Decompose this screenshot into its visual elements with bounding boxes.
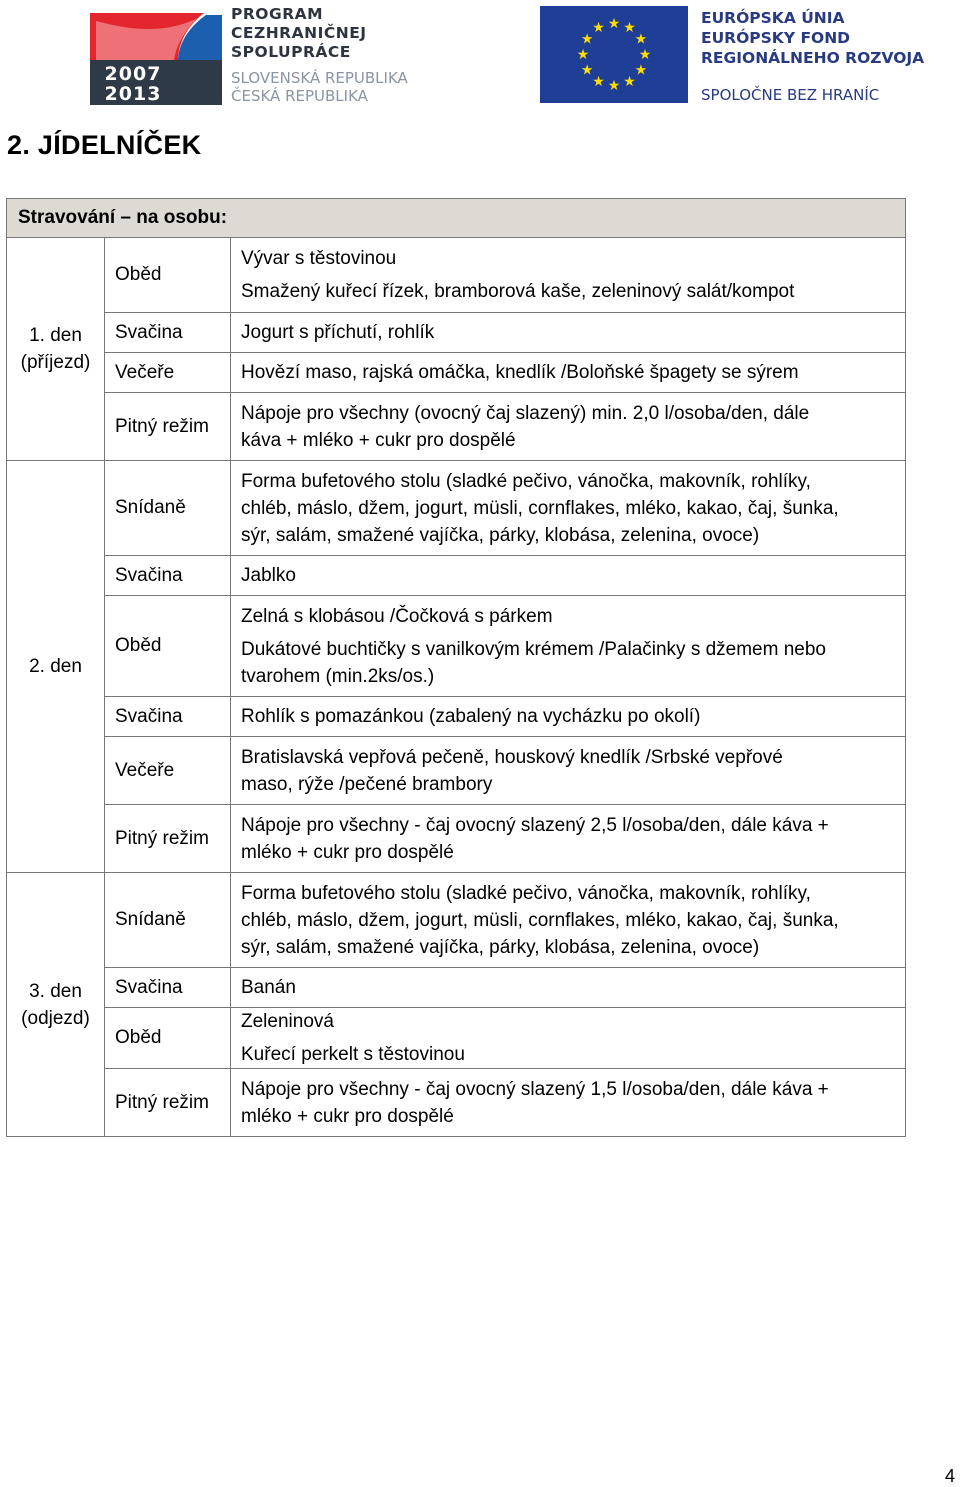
dish-cell [231,353,906,393]
eu-title-line: REGIONÁLNEHO ROZVOJA [701,49,925,67]
dish-line: Smažený kuřecí řízek, bramborová kaše, zeleninový salát/kompot [241,281,795,302]
dish-line: Jogurt s příchutí, rohlík [241,322,435,343]
meal-cell: Pitný režim [105,393,231,461]
meal-cell: Svačina [105,556,231,596]
dish-line: Nápoje pro všechny - čaj ovocný slazený 1,5 l/osoba/den, dále káva + [241,1078,829,1100]
eu-star-icon: ★ [607,15,621,31]
meal-cell: Pitný režim [105,805,231,873]
eu-logo [540,6,958,106]
menu-table [6,198,906,1137]
table-row [7,556,906,596]
dish-cell [231,313,906,353]
dish-line: káva + mléko + cukr pro dospělé [241,429,516,451]
table-row [7,461,906,556]
eu-star-icon: ★ [580,30,594,47]
table-row [7,1069,906,1137]
dish-cell [231,238,906,313]
dish-line: Zelná s klobásou /Čočková s párkem [241,605,553,627]
program-title-line: PROGRAM [231,5,324,23]
dish-line: Zeleninová [241,1011,334,1032]
meal-cell: Snídaně [105,873,231,968]
day-cell: 3. den (odjezd) [7,873,105,1137]
eu-title-line: EURÓPSKA ÚNIA [701,9,845,27]
dish-line: Jablko [241,565,296,586]
dish-cell [231,1069,906,1137]
dish-line: Nápoje pro všechny (ovocný čaj slazený) min. 2,0 l/osoba/den, dále [241,402,810,424]
dish-line: tvarohem (min.2ks/os.) [241,665,435,687]
table-row [7,313,906,353]
table-row [7,353,906,393]
dish-cell [231,805,906,873]
table-row [7,805,906,873]
meal-cell: Večeře [105,353,231,393]
table-row [7,238,906,313]
dish-line: sýr, salám, smažené vajíčka, párky, klobása, zelenina, ovoce) [241,524,760,546]
dish-cell [231,968,906,1008]
meal-cell: Svačina [105,968,231,1008]
eu-star-icon: ★ [623,19,636,36]
dish-line: Rohlík s pomazánkou (zabalený na vycházku po okolí) [241,706,701,727]
eu-star-icon: ★ [592,72,605,89]
eu-title-line: EURÓPSKY FOND [701,29,851,47]
dish-cell [231,697,906,737]
program-logo [86,5,476,105]
dish-cell [231,873,906,968]
dish-line: chléb, máslo, džem, jogurt, müsli, cornflakes, mléko, kakao, čaj, šunka, [241,909,839,931]
dish-line: Hovězí maso, rajská omáčka, knedlík /Boloňské špagety se sýrem [241,362,799,383]
dish-line: mléko + cukr pro dospělé [241,1105,454,1127]
eu-star-icon: ★ [623,72,636,89]
eu-star-icon: ★ [634,30,648,47]
eu-star-icon: ★ [634,61,648,78]
table-row [7,393,906,461]
dish-line: Nápoje pro všechny - čaj ovocný slazený 2,5 l/osoba/den, dále káva + [241,814,829,836]
eu-fund-title [701,8,924,68]
dish-line: Vývar s těstovinou [241,248,397,269]
table-caption: Stravování – na osobu: [7,199,906,238]
dish-cell [231,556,906,596]
table-row [7,873,906,968]
page-number: 4 [945,1466,956,1486]
meal-cell: Svačina [105,313,231,353]
dish-line: Forma bufetového stolu (sladké pečivo, vánočka, makovník, rohlíky, [241,470,811,492]
dish-line: chléb, máslo, džem, jogurt, müsli, cornflakes, mléko, kakao, čaj, šunka, [241,497,839,519]
meal-cell: Oběd [105,1008,231,1069]
table-row [7,596,906,697]
eu-star-icon: ★ [592,19,605,36]
dish-line: Dukátové buchtičky s vanilkovým krémem /Palačinky s džemem nebo [241,638,827,660]
dish-cell [231,596,906,697]
dish-line: maso, rýže /pečené brambory [241,773,493,795]
eu-star-icon: ★ [607,77,621,93]
dish-line: sýr, salám, smažené vajíčka, párky, klobása, zelenina, ovoce) [241,936,760,958]
day-cell: 2. den [7,461,105,873]
meal-cell: Oběd [105,238,231,313]
dish-line: Banán [241,977,296,998]
dish-line: mléko + cukr pro dospělé [241,841,454,863]
table-row [7,1008,906,1069]
eu-star-icon: ★ [638,46,652,62]
table-row [7,968,906,1008]
eu-star-icon: ★ [580,61,594,78]
program-title [231,5,367,62]
program-country: ČESKÁ REPUBLIKA [231,87,368,105]
meal-cell: Svačina [105,697,231,737]
page-title: 2. JÍDELNÍČEK [7,130,202,160]
dish-line: Forma bufetového stolu (sladké pečivo, vánočka, makovník, rohlíky, [241,882,811,904]
table-row [7,697,906,737]
program-title-line: SPOLUPRÁCE [231,43,351,61]
table-row [7,737,906,805]
program-title-line: CEZHRANIČNEJ [231,24,367,42]
dish-cell [231,393,906,461]
meal-cell: Pitný režim [105,1069,231,1137]
dish-cell [231,461,906,556]
program-year-start: 2007 [104,63,162,85]
program-year-end: 2013 [104,83,162,105]
meal-cell: Snídaně [105,461,231,556]
page-header [0,0,960,110]
eu-flag-icon [540,6,688,103]
dish-line: Bratislavská vepřová pečeně, houskový knedlík /Srbské vepřové [241,746,783,768]
dish-line: Kuřecí perkelt s těstovinou [241,1044,465,1065]
eu-slogan: SPOLOČNE BEZ HRANÍC [701,86,880,104]
meal-cell: Večeře [105,737,231,805]
dish-cell [231,737,906,805]
day-cell: 1. den (příjezd) [7,238,105,461]
program-country: SLOVENSKÁ REPUBLIKA [231,69,408,87]
meal-cell: Oběd [105,596,231,697]
dish-cell [231,1008,906,1069]
eu-star-icon: ★ [576,46,590,62]
